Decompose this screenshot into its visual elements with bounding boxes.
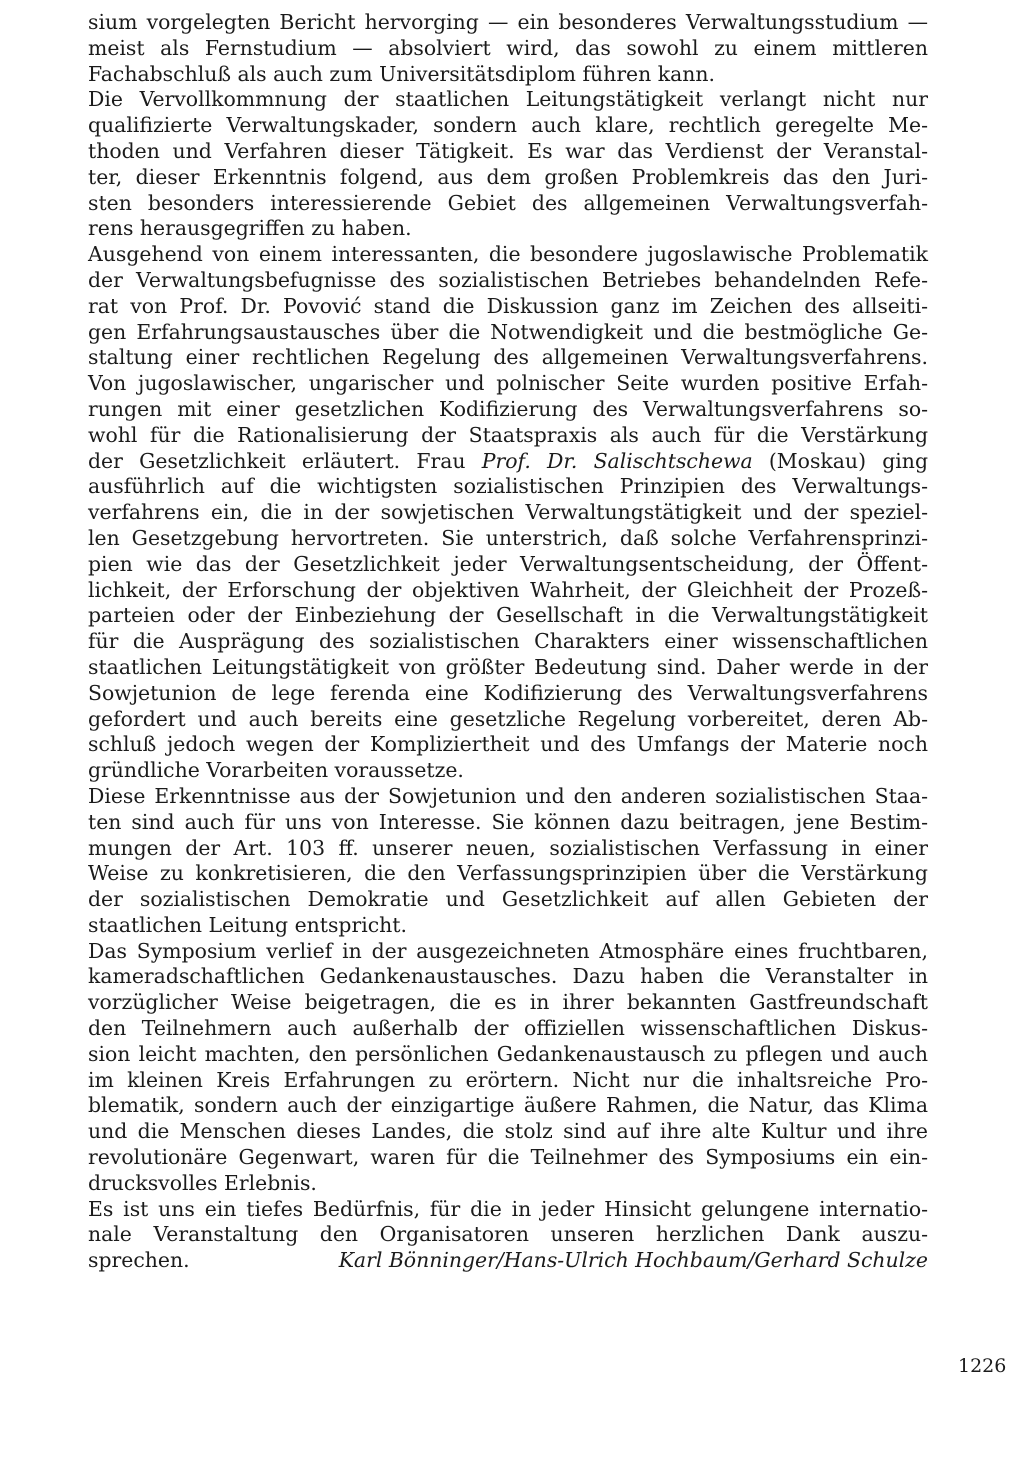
text-line: rat von Prof. Dr. Povović stand die Diskussion ganz im Zeichen des allseiti-: [88, 293, 928, 318]
paragraph: [88, 87, 928, 242]
text-line: ter, dieser Erkenntnis folgend, aus dem großen Problemkreis das den Juri-: [88, 164, 928, 189]
text-line: rungen mit einer gesetzlichen Kodifizierung des Verwaltungsverfahrens so-: [88, 396, 928, 421]
text-line: der sozialistischen Demokratie und Gesetzlichkeit auf allen Gebieten der: [88, 887, 928, 912]
text-line: pien wie das der Gesetzlichkeit jeder Verwaltungsentscheidung, der Öffent-: [88, 551, 928, 576]
text-line: drucksvolles Erlebnis.: [88, 1170, 317, 1195]
text-line: schluß jedoch wegen der Kompliziertheit und des Umfangs der Materie noch: [88, 732, 928, 757]
text-line: Fachabschluß als auch zum Universitätsdiplom führen kann.: [88, 61, 716, 86]
paragraph: [88, 784, 928, 939]
text-line: Es ist uns ein tiefes Bedürfnis, für die in jeder Hinsicht gelungene internatio-: [88, 1196, 928, 1221]
text-line: vorzüglicher Weise beigetragen, die es in ihrer bekannten Gastfreundschaft: [88, 990, 928, 1015]
text-line: wohl für die Rationalisierung der Staatspraxis als auch für die Verstärkung: [88, 422, 928, 447]
text-line: mungen der Art. 103 ff. unserer neuen, sozialistischen Verfassung in einer: [88, 835, 928, 860]
text-line: und die Menschen dieses Landes, die stolz sind auf ihre alte Kultur und ihre: [88, 1119, 928, 1144]
closing-line: [88, 1248, 928, 1274]
text-line: ten sind auch für uns von Interesse. Sie können dazu beitragen, jene Bestim-: [88, 809, 928, 834]
text-line: für die Ausprägung des sozialistischen Charakters einer wissenschaftlichen: [88, 629, 928, 654]
text-line: verfahrens ein, die in der sowjetischen Verwaltungstätigkeit und der speziel-: [88, 500, 928, 525]
text-line: Sowjetunion de lege ferenda eine Kodifizierung des Verwaltungsverfahrens: [88, 680, 928, 705]
text-line: nale Veranstaltung den Organisatoren unseren herzlichen Dank auszu-: [88, 1222, 928, 1247]
text-line: Von jugoslawischer, ungarischer und polnischer Seite wurden positive Erfah-: [88, 371, 928, 396]
text-line: meist als Fernstudium — absolviert wird, das sowohl zu einem mittleren: [88, 35, 928, 60]
text-line: blematik, sondern auch der einzigartige äußere Rahmen, die Natur, das Klima: [88, 1093, 928, 1118]
text-line: ausführlich auf die wichtigsten sozialistischen Prinzipien des Verwaltungs-: [88, 474, 928, 499]
text-line: rens herausgegriffen zu haben.: [88, 216, 412, 241]
text-line: staltung einer rechtlichen Regelung des allgemeinen Verwaltungsverfahrens.: [88, 345, 928, 370]
page-number: 1226: [958, 1355, 1007, 1377]
text-line: gen Erfahrungsaustausches über die Notwendigkeit und die bestmögliche Ge-: [88, 319, 928, 344]
text-line: qualifizierte Verwaltungskader, sondern auch klare, rechtlich geregelte Me-: [88, 113, 928, 138]
author-signature: Karl Bönninger/Hans-Ulrich Hochbaum/Gerhard Schulze: [338, 1248, 928, 1273]
italic-name: Prof. Dr. Salischtschewa: [481, 448, 753, 473]
text-line: Weise zu konkretisieren, die den Verfassungsprinzipien über die Verstärkung: [88, 861, 928, 886]
body-text: [88, 10, 928, 1274]
text-line: revolutionäre Gegenwart, waren für die Teilnehmer des Symposiums ein ein-: [88, 1145, 928, 1170]
text-line: lichkeit, der Erforschung der objektiven Wahrheit, der Gleichheit der Prozeß-: [88, 577, 928, 602]
text-line: staatlichen Leitungstätigkeit von größter Bedeutung sind. Daher werde in der: [88, 654, 928, 679]
text-line: gründliche Vorarbeiten voraussetze.: [88, 758, 464, 783]
text-line: der Gesetzlichkeit erläutert. Frau Prof. Dr. Salischtschewa (Moskau) ging: [88, 448, 928, 473]
text-line: kameradschaftlichen Gedankenaustausches. Dazu haben die Veranstalter in: [88, 964, 928, 989]
text-line: sten besonders interessierende Gebiet des allgemeinen Verwaltungsverfah-: [88, 190, 928, 215]
paragraph: [88, 1197, 928, 1274]
text-line: der Verwaltungsbefugnisse des sozialistischen Betriebes behandelnden Refe-: [88, 267, 928, 292]
text-line: parteien oder der Einbeziehung der Gesellschaft in die Verwaltungstätigkeit: [88, 603, 928, 628]
paragraph: [88, 10, 928, 87]
text-line: sium vorgelegten Bericht hervorging — ein besonderes Verwaltungsstudium —: [88, 10, 928, 34]
text-line: Ausgehend von einem interessanten, die besondere jugoslawische Problematik: [88, 242, 928, 267]
text-line: sion leicht machten, den persönlichen Gedankenaustausch zu pflegen und auch: [88, 1041, 928, 1066]
text-line: Die Vervollkommnung der staatlichen Leitungstätigkeit verlangt nicht nur: [88, 87, 928, 112]
text-line: gefordert und auch bereits eine gesetzliche Regelung vorbereitet, deren Ab-: [88, 706, 928, 731]
text-line: im kleinen Kreis Erfahrungen zu erörtern. Nicht nur die inhaltsreiche Pro-: [88, 1067, 928, 1092]
text-line: den Teilnehmern auch außerhalb der offiziellen wissenschaftlichen Diskus-: [88, 1016, 928, 1041]
paragraph: [88, 939, 928, 1197]
text-line: staatlichen Leitung entspricht.: [88, 912, 407, 937]
text-line: len Gesetzgebung hervortreten. Sie unterstrich, daß solche Verfahrensprinzi-: [88, 525, 928, 550]
text-line: Diese Erkenntnisse aus der Sowjetunion und den anderen sozialistischen Staa-: [88, 783, 928, 808]
paragraph: [88, 242, 928, 784]
text-line: Das Symposium verlief in der ausgezeichneten Atmosphäre eines fruchtbaren,: [88, 938, 928, 963]
closing-word: sprechen.: [88, 1248, 190, 1273]
text-line: thoden und Verfahren dieser Tätigkeit. Es war das Verdienst der Veranstal-: [88, 138, 928, 163]
